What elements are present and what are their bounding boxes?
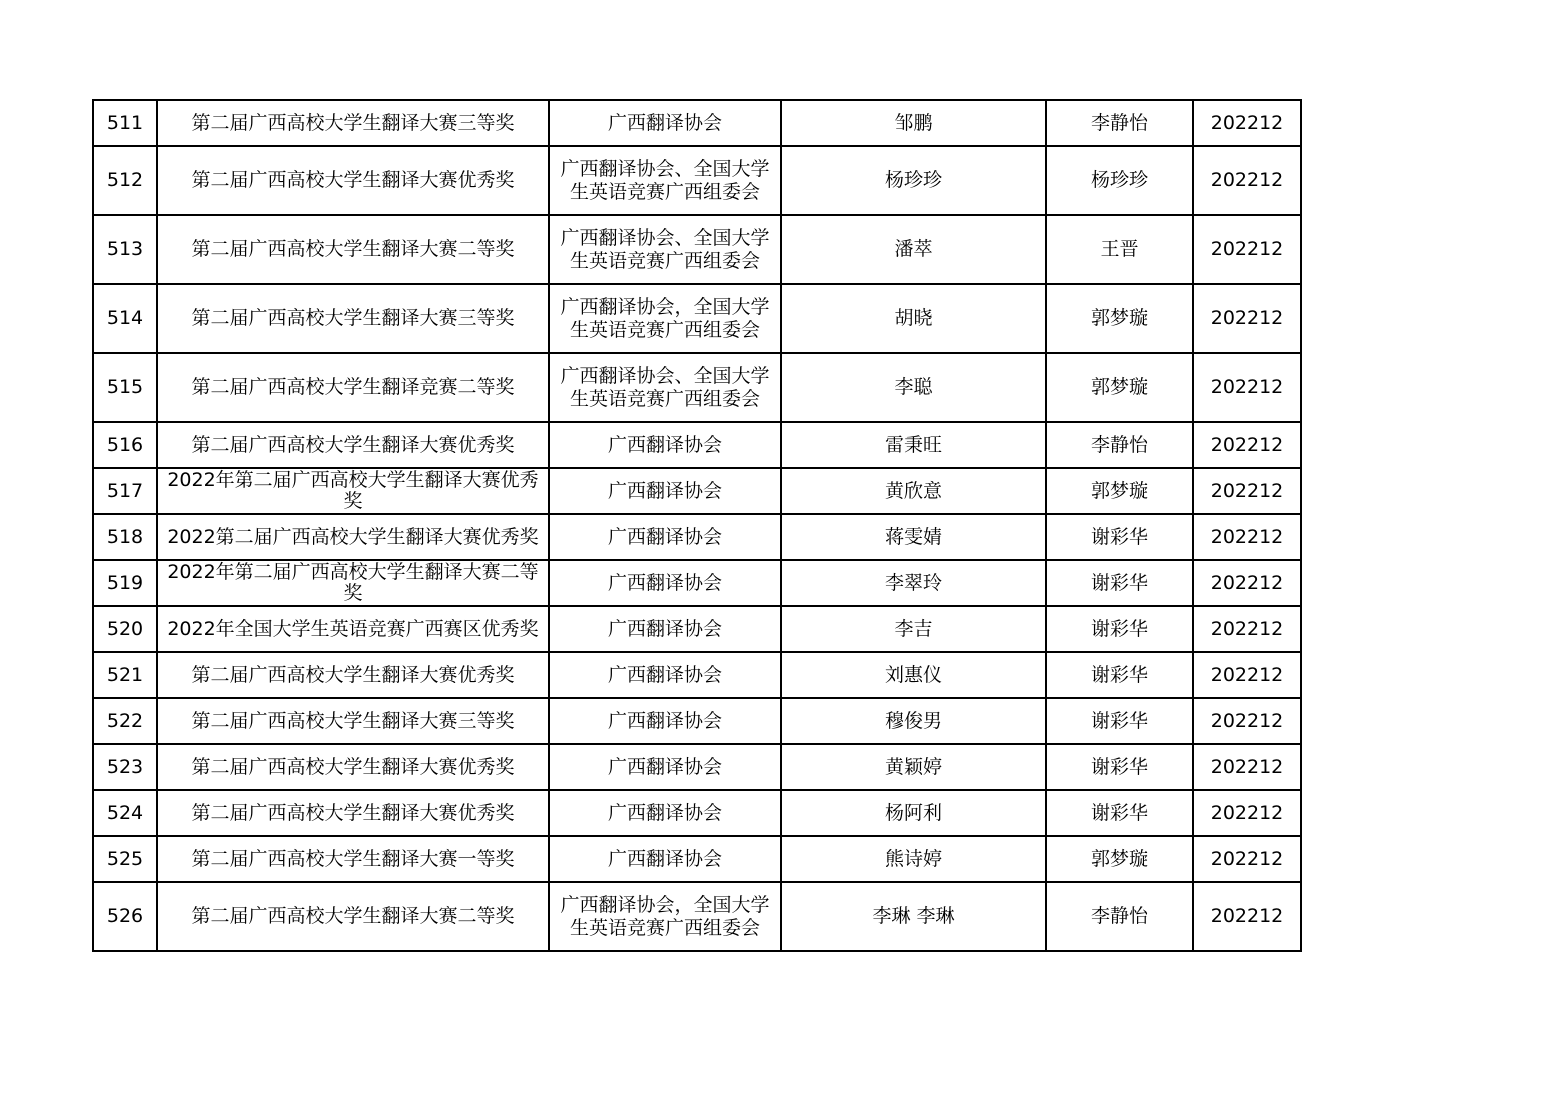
student-name: 杨阿利 <box>781 790 1046 836</box>
awarding-organization: 广西翻译协会 <box>549 468 781 514</box>
teacher-name: 王晋 <box>1046 215 1193 284</box>
table-row <box>93 514 1301 560</box>
student-name: 李琳 李琳 <box>781 882 1046 951</box>
row-number: 514 <box>93 284 157 353</box>
award-name: 第二届广西高校大学生翻译大赛二等奖 <box>157 882 549 951</box>
awarding-organization: 广西翻译协会 <box>549 790 781 836</box>
row-number: 517 <box>93 468 157 514</box>
awarding-organization: 广西翻译协会 <box>549 422 781 468</box>
award-name: 第二届广西高校大学生翻译大赛三等奖 <box>157 100 549 146</box>
student-name: 李翠玲 <box>781 560 1046 606</box>
student-name: 黄颖婷 <box>781 744 1046 790</box>
table-row <box>93 790 1301 836</box>
row-number: 515 <box>93 353 157 422</box>
teacher-name: 郭梦璇 <box>1046 353 1193 422</box>
teacher-name: 谢彩华 <box>1046 560 1193 606</box>
awarding-organization: 广西翻译协会 <box>549 652 781 698</box>
row-number: 511 <box>93 100 157 146</box>
teacher-name: 郭梦璇 <box>1046 284 1193 353</box>
row-number: 525 <box>93 836 157 882</box>
student-name: 熊诗婷 <box>781 836 1046 882</box>
row-number: 512 <box>93 146 157 215</box>
award-date: 202212 <box>1193 606 1301 652</box>
awarding-organization: 广西翻译协会，全国大学生英语竞赛广西组委会 <box>549 284 781 353</box>
student-name: 李吉 <box>781 606 1046 652</box>
teacher-name: 李静怡 <box>1046 882 1193 951</box>
awarding-organization: 广西翻译协会 <box>549 698 781 744</box>
student-name: 李聪 <box>781 353 1046 422</box>
teacher-name: 郭梦璇 <box>1046 468 1193 514</box>
award-date: 202212 <box>1193 353 1301 422</box>
award-name: 第二届广西高校大学生翻译大赛优秀奖 <box>157 652 549 698</box>
row-number: 526 <box>93 882 157 951</box>
award-date: 202212 <box>1193 146 1301 215</box>
teacher-name: 谢彩华 <box>1046 744 1193 790</box>
award-name: 第二届广西高校大学生翻译大赛二等奖 <box>157 215 549 284</box>
row-number: 513 <box>93 215 157 284</box>
award-name: 第二届广西高校大学生翻译大赛一等奖 <box>157 836 549 882</box>
row-number: 516 <box>93 422 157 468</box>
award-name: 第二届广西高校大学生翻译大赛优秀奖 <box>157 146 549 215</box>
award-date: 202212 <box>1193 100 1301 146</box>
awarding-organization: 广西翻译协会，全国大学生英语竞赛广西组委会 <box>549 882 781 951</box>
table-row <box>93 215 1301 284</box>
teacher-name: 谢彩华 <box>1046 652 1193 698</box>
row-number: 524 <box>93 790 157 836</box>
student-name: 杨珍珍 <box>781 146 1046 215</box>
student-name: 黄欣意 <box>781 468 1046 514</box>
teacher-name: 李静怡 <box>1046 100 1193 146</box>
awarding-organization: 广西翻译协会 <box>549 560 781 606</box>
award-name: 第二届广西高校大学生翻译竞赛二等奖 <box>157 353 549 422</box>
row-number: 521 <box>93 652 157 698</box>
award-name: 第二届广西高校大学生翻译大赛优秀奖 <box>157 422 549 468</box>
awarding-organization: 广西翻译协会 <box>549 606 781 652</box>
student-name: 胡晓 <box>781 284 1046 353</box>
award-date: 202212 <box>1193 514 1301 560</box>
student-name: 刘惠仪 <box>781 652 1046 698</box>
row-number: 518 <box>93 514 157 560</box>
table-row <box>93 744 1301 790</box>
award-name: 2022第二届广西高校大学生翻译大赛优秀奖 <box>157 514 549 560</box>
row-number: 519 <box>93 560 157 606</box>
teacher-name: 谢彩华 <box>1046 514 1193 560</box>
student-name: 穆俊男 <box>781 698 1046 744</box>
award-date: 202212 <box>1193 284 1301 353</box>
row-number: 523 <box>93 744 157 790</box>
award-name: 2022年第二届广西高校大学生翻译大赛优秀奖 <box>157 468 549 514</box>
award-name: 第二届广西高校大学生翻译大赛三等奖 <box>157 284 549 353</box>
table-row <box>93 606 1301 652</box>
awarding-organization: 广西翻译协会、全国大学生英语竞赛广西组委会 <box>549 353 781 422</box>
table-row <box>93 698 1301 744</box>
award-date: 202212 <box>1193 215 1301 284</box>
student-name: 邹鹏 <box>781 100 1046 146</box>
awarding-organization: 广西翻译协会、全国大学生英语竞赛广西组委会 <box>549 215 781 284</box>
teacher-name: 李静怡 <box>1046 422 1193 468</box>
student-name: 雷秉旺 <box>781 422 1046 468</box>
award-date: 202212 <box>1193 744 1301 790</box>
award-name: 2022年第二届广西高校大学生翻译大赛二等奖 <box>157 560 549 606</box>
table-row <box>93 468 1301 514</box>
row-number: 520 <box>93 606 157 652</box>
table-row <box>93 146 1301 215</box>
teacher-name: 郭梦璇 <box>1046 836 1193 882</box>
award-date: 202212 <box>1193 560 1301 606</box>
teacher-name: 谢彩华 <box>1046 790 1193 836</box>
awards-table <box>92 99 1302 952</box>
award-date: 202212 <box>1193 790 1301 836</box>
award-name: 2022年全国大学生英语竞赛广西赛区优秀奖 <box>157 606 549 652</box>
table-row <box>93 652 1301 698</box>
table-row <box>93 353 1301 422</box>
table-row <box>93 882 1301 951</box>
table-row <box>93 100 1301 146</box>
awarding-organization: 广西翻译协会 <box>549 744 781 790</box>
award-date: 202212 <box>1193 468 1301 514</box>
table-row <box>93 284 1301 353</box>
student-name: 蒋雯婧 <box>781 514 1046 560</box>
award-name: 第二届广西高校大学生翻译大赛优秀奖 <box>157 744 549 790</box>
teacher-name: 谢彩华 <box>1046 698 1193 744</box>
award-name: 第二届广西高校大学生翻译大赛三等奖 <box>157 698 549 744</box>
awarding-organization: 广西翻译协会 <box>549 836 781 882</box>
awarding-organization: 广西翻译协会 <box>549 100 781 146</box>
table-row <box>93 422 1301 468</box>
award-date: 202212 <box>1193 422 1301 468</box>
awarding-organization: 广西翻译协会 <box>549 514 781 560</box>
teacher-name: 谢彩华 <box>1046 606 1193 652</box>
award-date: 202212 <box>1193 652 1301 698</box>
awarding-organization: 广西翻译协会、全国大学生英语竞赛广西组委会 <box>549 146 781 215</box>
teacher-name: 杨珍珍 <box>1046 146 1193 215</box>
award-name: 第二届广西高校大学生翻译大赛优秀奖 <box>157 790 549 836</box>
table-row <box>93 560 1301 606</box>
award-date: 202212 <box>1193 698 1301 744</box>
student-name: 潘萃 <box>781 215 1046 284</box>
row-number: 522 <box>93 698 157 744</box>
table-row <box>93 836 1301 882</box>
award-date: 202212 <box>1193 882 1301 951</box>
award-date: 202212 <box>1193 836 1301 882</box>
